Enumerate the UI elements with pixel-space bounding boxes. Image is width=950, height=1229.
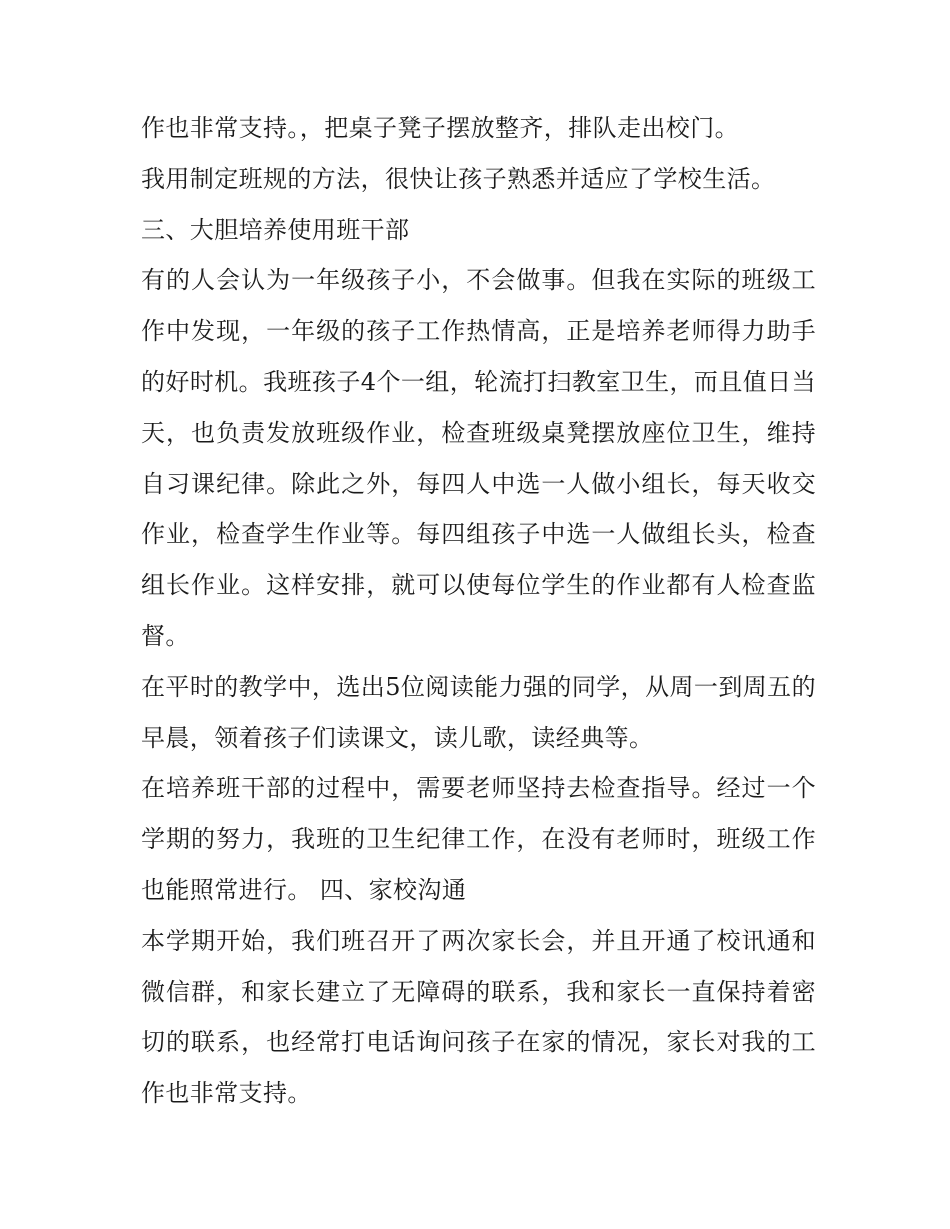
document-body [141, 103, 816, 1119]
paragraph-home-school: 本学期开始，我们班召开了两次家长会，并且开通了校讯通和微信群，和家长建立了无障碍的联系，我和家长一直保持着密切的联系，也经常打电话询问孩子在家的情况，家长对我的工作也非常支持。 [141, 926, 816, 1108]
paragraph-class-cadres: 有的人会认为一年级孩子小，不会做事。但我在实际的班级工作中发现，一年级的孩子工作热情高，正是培养老师得力助手的好时机。我班孩子4个一组，轮流打扫教室卫生，而且值日当天，也负责发放班级作业，检查班级桌凳摆放座位卫生，维持自习课纪律。除此之外，每四人中选一人做小组长，每天收交作业，检查学生作业等。每四组孩子中选一人做组长头，检查组长作业。这样安排，就可以使每位学生的作业都有人检查监督。 [141, 266, 816, 650]
paragraph-reading-leaders: 在平时的教学中，选出5位阅读能力强的同学，从周一到周五的早晨，领着孩子们读课文，读儿歌，读经典等。 [141, 672, 816, 752]
section-heading-class-cadres: 三、大胆培养使用班干部 [141, 215, 410, 244]
paragraph-cadre-training: 在培养班干部的过程中，需要老师坚持去检查指导。经过一个学期的努力，我班的卫生纪律工作，在没有老师时，班级工作也能照常进行。 四、家校沟通 [141, 774, 816, 904]
paragraph-class-rules: 我用制定班规的方法，很快让孩子熟悉并适应了学校生活。 [141, 164, 776, 193]
paragraph-continuation: 作也非常支持。，把桌子凳子摆放整齐，排队走出校门。 [141, 114, 739, 142]
